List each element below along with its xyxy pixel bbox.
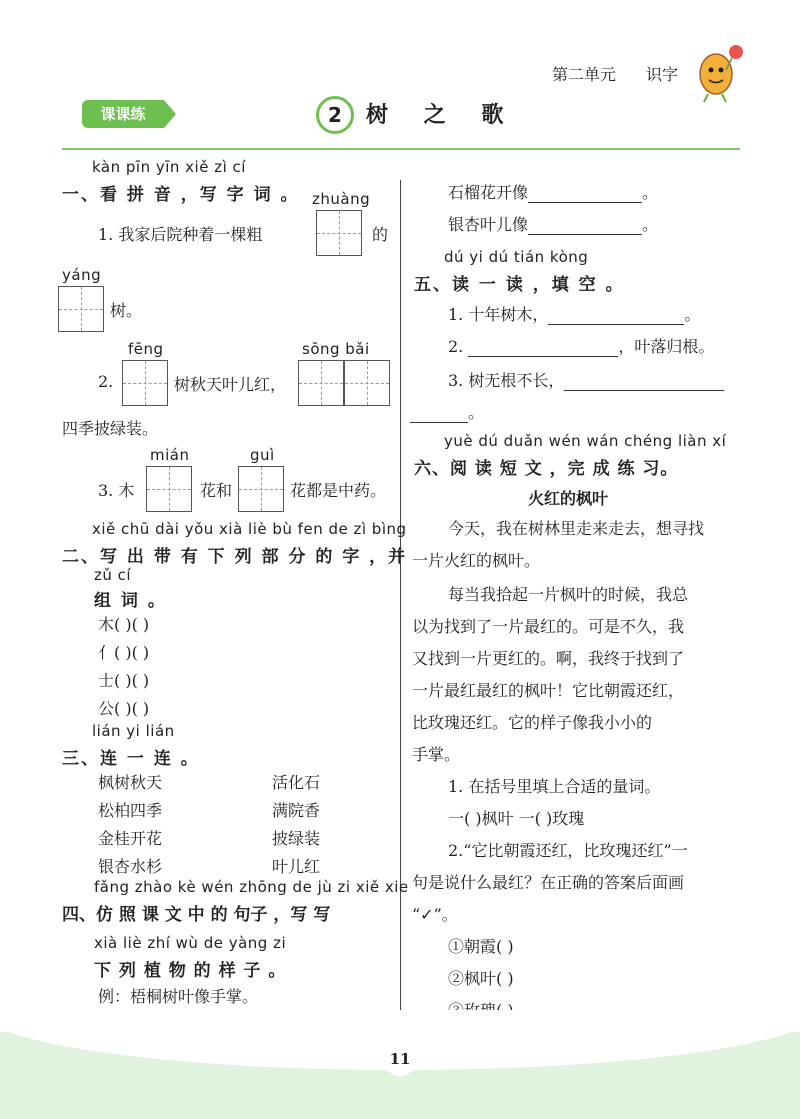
s1-q1-pinyin1: zhuàng [312, 190, 371, 208]
article-line: 手掌。 [412, 745, 461, 764]
s3-right-item[interactable]: 活化石 [272, 773, 321, 792]
s2-pinyin: xiě chū dài yǒu xià liè bù fen de zì bìng [92, 520, 407, 538]
s5-q3-cont [410, 400, 484, 423]
s1-q1-tail: 树。 [110, 301, 143, 320]
s1-title: 一、看 拼 音 ，写 字 词 。 [62, 185, 300, 205]
article-line: 今天，我在树林里走来走去，想寻找 [448, 519, 705, 538]
s2-title2: 组 词 。 [94, 591, 167, 611]
s6-option[interactable]: ①朝霞( ) [448, 937, 514, 956]
lesson-number: 2 [316, 96, 354, 134]
header-divider [62, 148, 740, 150]
answer-blank[interactable] [528, 216, 642, 235]
s6-q1: 1. 在括号里填上合适的量词。 [448, 777, 661, 796]
mascot-icon [696, 40, 752, 104]
s5-q2-tail: ，叶落归根。 [618, 337, 715, 356]
s6-option[interactable]: ②枫叶( ) [448, 969, 514, 988]
s5-q2 [448, 334, 714, 357]
s6-title: 六、阅 读 短 文 ，完 成 练 习。 [414, 459, 679, 479]
s1-q1-de: 的 [372, 225, 389, 244]
s3-title: 三、连 一 连 。 [62, 749, 200, 769]
s4-pinyin: fǎng zhào kè wén zhōng de jù zi xiě xie [94, 878, 409, 896]
s4-pinyin2: xià liè zhí wù de yàng zi [94, 934, 287, 952]
s5-q3-text: 3. 树无根不长， [448, 371, 565, 390]
s6-q2-line: 句是说什么最红？在正确的答案后面画 [412, 873, 685, 892]
article-line: 又找到一片更红的。啊，我终于找到了 [412, 649, 685, 668]
answer-blank[interactable] [468, 338, 618, 357]
article-line: 一片最红最红的枫叶！它比朝霞还红， [412, 681, 685, 700]
column-divider [400, 180, 401, 1030]
s1-q2-box2[interactable] [298, 360, 344, 406]
s1-q3-pinyin1: mián [150, 446, 190, 464]
s5-q2-number: 2. [448, 337, 464, 356]
article-line: 每当我拾起一片枫叶的时候，我总 [448, 585, 689, 604]
s2-pinyin2: zǔ cí [94, 566, 132, 584]
s1-q2-tail: 四季披绿装。 [62, 419, 159, 438]
s3-right-item[interactable]: 披绿装 [272, 829, 321, 848]
s5-q1 [448, 302, 700, 325]
answer-blank[interactable] [564, 372, 724, 391]
s1-q3-tail: 花都是中药。 [290, 481, 387, 500]
answer-blank[interactable] [410, 404, 468, 423]
s3-left-item[interactable]: 松柏四季 [98, 801, 163, 820]
s6-q2-line: “✓”。 [412, 905, 458, 924]
s6-q2-line: 2.“它比朝霞还红，比玫瑰还红”一 [448, 841, 688, 860]
s4-item-shiliu [448, 180, 658, 203]
s2-row: 木( )( ) [98, 615, 150, 634]
s3-right-item[interactable]: 满院香 [272, 801, 321, 820]
s4-period: 。 [642, 183, 659, 202]
unit-label: 第二单元 [552, 65, 617, 84]
s1-q3-box2[interactable] [238, 466, 284, 512]
s6-q1-fill[interactable]: 一( )枫叶 一( )玫瑰 [448, 809, 585, 828]
article-line: 比玫瑰还红。它的样子像我小小的 [412, 713, 653, 732]
s5-period: 。 [468, 403, 485, 422]
s1-q2-box3[interactable] [344, 360, 390, 406]
s1-q2-box1[interactable] [122, 360, 168, 406]
s5-q3 [448, 368, 724, 391]
s1-pinyin: kàn pīn yīn xiě zì cí [92, 158, 246, 176]
s1-q1-box2[interactable] [58, 286, 104, 332]
s3-pinyin: lián yi lián [92, 722, 175, 740]
answer-blank[interactable] [528, 184, 642, 203]
badge-arrow [164, 100, 176, 128]
s1-q3-pinyin2: guì [250, 446, 275, 464]
s5-period: 。 [684, 305, 701, 324]
s1-q2-pinyin1: fēng [128, 340, 164, 358]
category-label: 识字 [646, 65, 679, 84]
s2-row: 亻( )( ) [98, 643, 150, 662]
s5-title: 五、读 一 读 ，填 空 。 [414, 275, 625, 295]
s3-right-item[interactable]: 叶儿红 [272, 857, 321, 876]
s6-pinyin: yuè dú duǎn wén wán chéng liàn xí [444, 432, 727, 450]
s1-q1-pinyin2: yáng [62, 266, 102, 284]
article-line: 以为找到了一片最红的。可是不久，我 [412, 617, 685, 636]
s1-q1-box1[interactable] [316, 210, 362, 256]
s4-item-label: 银杏叶儿像 [448, 215, 529, 234]
s1-q3-mid: 花和 [200, 481, 233, 500]
s1-q3-box1[interactable] [146, 466, 192, 512]
s3-left-item[interactable]: 金桂开花 [98, 829, 163, 848]
answer-blank[interactable] [548, 306, 684, 325]
s2-title: 二、写 出 带 有 下 列 部 分 的 字 ，并 [62, 547, 408, 567]
s4-title2: 下 列 植 物 的 样 子 。 [94, 961, 287, 981]
s3-left-item[interactable]: 银杏水杉 [98, 857, 163, 876]
article-line: 一片火红的枫叶。 [412, 551, 541, 570]
s1-q3-number: 3. 木 [98, 481, 135, 500]
s1-q2-mid: 树秋天叶儿红， [174, 375, 287, 394]
article-title: 火红的枫叶 [528, 489, 609, 508]
s2-row: 士( )( ) [98, 671, 150, 690]
s4-example: 例：梧桐树叶像手掌。 [98, 987, 259, 1006]
s4-period: 。 [642, 215, 659, 234]
badge-kekelian: 课课练 [82, 100, 164, 128]
s5-q1-text: 1. 十年树木， [448, 305, 549, 324]
s1-q2-pinyin2: sōng bǎi [302, 340, 370, 358]
s1-q1-text: 1. 我家后院种着一棵粗 [98, 225, 263, 244]
s5-pinyin: dú yi dú tián kòng [444, 248, 589, 266]
page-number: 11 [383, 1042, 417, 1076]
s1-q2-number: 2. [98, 372, 114, 391]
s4-item-yinxing [448, 212, 658, 235]
lesson-title: 树 之 歌 [366, 103, 518, 128]
s3-left-item[interactable]: 枫树秋天 [98, 773, 163, 792]
s2-row: 公( )( ) [98, 699, 150, 718]
s4-title: 四、仿 照 课 文 中 的 句子 ，写 写 [62, 905, 331, 925]
s4-item-label: 石榴花开像 [448, 183, 529, 202]
